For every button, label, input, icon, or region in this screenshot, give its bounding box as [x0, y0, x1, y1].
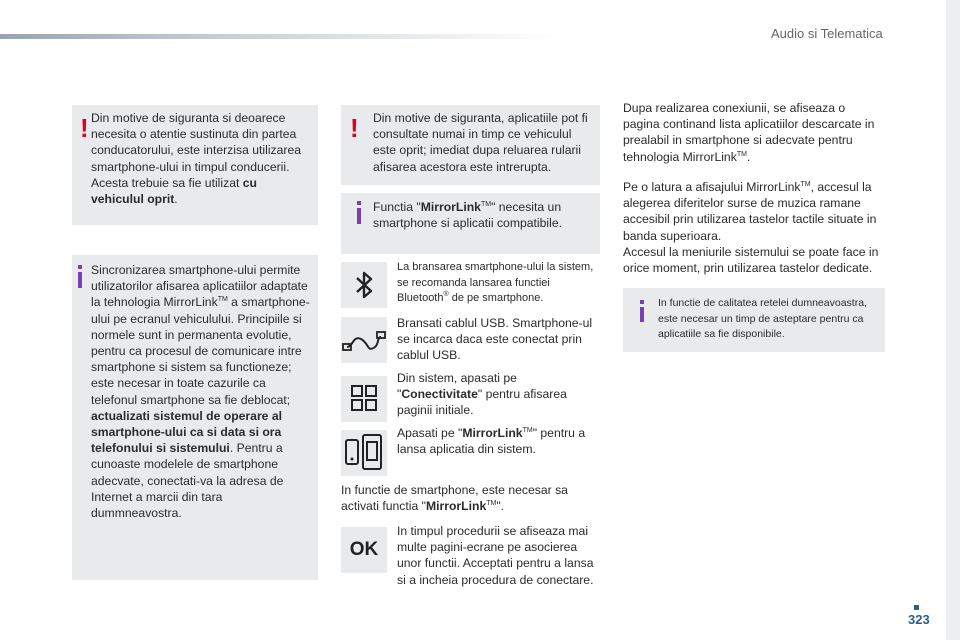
section-title: Audio si Telematica [771, 26, 883, 41]
warning-box-driving [72, 105, 318, 225]
warning-text: Din motive de siguranta si deoarece necesita o atentie sustinuta din partea conducatorului, este interzisa utilizarea smartphone-ului in timpul conducerii. Acesta trebuie sa fie utilizat cu vehiculul oprit. [91, 111, 302, 207]
mirrorlink-phone-icon [341, 430, 387, 476]
step-ok-text: In timpul procedurii se afiseaza mai multe pagini-ecrane pe asocierea unor functii. Acceptati pentru a lansa si a incheia procedura de conectare. [397, 524, 594, 587]
page-marker [914, 605, 919, 610]
exclamation-icon: ! [80, 113, 89, 143]
bluetooth-icon [341, 262, 387, 308]
info-icon [357, 208, 361, 224]
right-paragraph-2: Pe o latura a afisajului MirrorLink™, accesul la alegerea diferitelor surse de muzica ramane accesibil prin utilizarea tastelor tactile situate in banda superioara. Accesul la meniurile sistemului se poate face in orice moment, prin utilizarea tastelor dedicate. [623, 180, 879, 276]
info-text-sync: Sincronizarea smartphone-ului permite utilizatorilor afisarea aplicatiilor adaptate la tehnologia MirrorLink™ a smartphone-ului pe ecranul vehiculului. Principiile si normele sunt in permanenta evolutie, pentru ca procesul de comunicare intre smartphone si sistem sa functioneze; este necesar in toate cazurile ca telefonul smartphone sa fie deblocat; actualizati sistemul de operare al smartphone-ului ca si data si ora telefonului si sistemului. Pentru a cunoaste modelele de smartphone adecvate, conectati-va la adresa de Internet a marcii din tara dummneavostra. [91, 263, 310, 521]
info-box-sync [72, 255, 318, 580]
ok-icon: OK [341, 527, 387, 573]
connectivity-grid-icon [341, 376, 387, 422]
right-paragraph-1: Dupa realizarea conexiunii, se afiseaza o pagina continand lista aplicatiilor descarcate in prealabil in smartphone si adecvate pentru tehnologia MirrorLink™. [623, 101, 875, 164]
step-bluetooth-text: La bransarea smartphone-ului la sistem, se recomanda lansarea functiei Bluetooth® de pe smartphone. [397, 261, 594, 304]
step-mirrorlink-text: Apasati pe "MirrorLink™" pentru a lansa aplicatia din sistem. [397, 426, 586, 457]
info-icon [640, 307, 644, 322]
warning-box-apps [341, 105, 600, 185]
usb-cable-icon [341, 317, 387, 363]
info-text-mirrorlink: Functia "MirrorLink™" necesita un smartphone si aplicatii compatibile. [373, 200, 562, 231]
exclamation-icon: ! [350, 113, 359, 143]
step-usb-text: Bransati cablul USB. Smartphone-ul se incarca daca este conectat prin cablul USB. [397, 316, 593, 363]
page-edge-strip [946, 0, 960, 640]
page-number: 323 [908, 612, 930, 627]
note-activate-mirrorlink: In functie de smartphone, este necesar sa activati functia "MirrorLink™". [341, 483, 568, 514]
step-connectivity-text: Din sistem, apasati pe "Conectivitate" pentru afisarea paginii initiale. [397, 371, 567, 418]
warning-text-apps: Din motive de siguranta, aplicatiile pot fi consultate numai in timp ce vehiculul este oprit; imediat dupa reluarea rularii afisarea acestora este intrerupta. [373, 111, 588, 174]
info-box-mirrorlink [341, 193, 600, 254]
header-bar [0, 34, 560, 39]
info-text-network: In functie de calitatea retelei dumneavoastra, este necesar un timp de asteptare pentru ca aplicatiile sa fie disponibile. [658, 297, 867, 340]
info-icon [78, 272, 82, 288]
info-box-network [623, 288, 885, 352]
